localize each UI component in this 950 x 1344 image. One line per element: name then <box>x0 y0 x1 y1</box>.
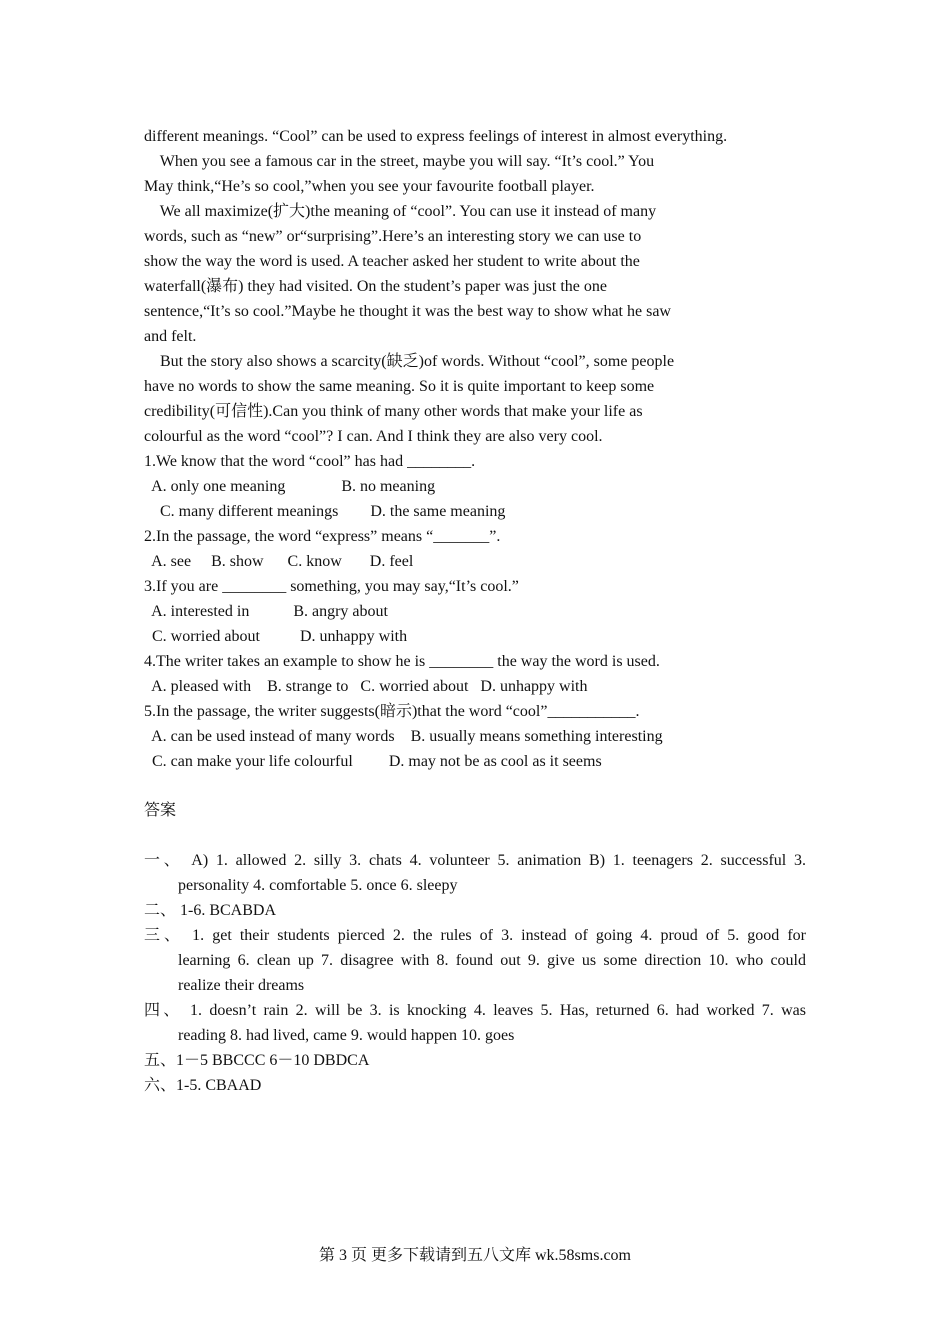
question-2-stem: 2.In the passage, the word “express” means “_______”. <box>144 528 501 545</box>
answer-item: 四、 1. doesn’t rain 2. will be 3. is knocking 4. leaves 5. Has, returned 6. had worked 7. was <box>144 1002 806 1019</box>
answer-item: 五、1－5 BBCCC 6－10 DBDCA <box>144 1052 370 1069</box>
passage-line: and felt. <box>144 328 197 345</box>
answer-item-continuation: realize their dreams <box>178 977 305 994</box>
passage-line: When you see a famous car in the street, maybe you will say. “It’s cool.” You <box>144 153 655 170</box>
answer-heading: 答案 <box>144 802 177 819</box>
question-4-stem: 4.The writer takes an example to show he is ________ the way the word is used. <box>144 653 660 670</box>
question-1-options: C. many different meanings D. the same meaning <box>144 503 506 520</box>
question-2-options: A. see B. show C. know D. feel <box>144 553 414 570</box>
question-5-options: C. can make your life colourful D. may not be as cool as it seems <box>144 753 602 770</box>
question-3-options: C. worried about D. unhappy with <box>144 628 408 645</box>
answer-item-continuation: personality 4. comfortable 5. once 6. sleepy <box>178 877 458 894</box>
passage-line: waterfall(瀑布) they had visited. On the student’s paper was just the one <box>144 278 607 295</box>
answer-item: 六、1-5. CBAAD <box>144 1077 262 1094</box>
passage-line: different meanings. “Cool” can be used to express feelings of interest in almost everything. <box>144 128 728 145</box>
passage-line: But the story also shows a scarcity(缺乏)of words. Without “cool”, some people <box>144 353 675 370</box>
answer-item-continuation: learning 6. clean up 7. disagree with 8. found out 9. give us some direction 10. who could <box>178 952 806 969</box>
question-1-stem: 1.We know that the word “cool” has had ________. <box>144 453 476 470</box>
question-3-options: A. interested in B. angry about <box>144 603 388 620</box>
passage-line: We all maximize(扩大)the meaning of “cool”. You can use it instead of many <box>144 203 657 220</box>
question-1-options: A. only one meaning B. no meaning <box>144 478 436 495</box>
passage-line: credibility(可信性).Can you think of many other words that make your life as <box>144 403 643 420</box>
question-4-options: A. pleased with B. strange to C. worried about D. unhappy with <box>144 678 588 695</box>
answer-item: 三、 1. get their students pierced 2. the rules of 3. instead of going 4. proud of 5. good for <box>144 927 806 944</box>
answer-item-continuation: reading 8. had lived, came 9. would happen 10. goes <box>178 1027 515 1044</box>
passage-line: May think,“He’s so cool,”when you see your favourite football player. <box>144 178 595 195</box>
passage-line: words, such as “new” or“surprising”.Here’s an interesting story we can use to <box>144 228 642 245</box>
question-5-options: A. can be used instead of many words B. usually means something interesting <box>144 728 663 745</box>
question-3-stem: 3.If you are ________ something, you may say,“It’s cool.” <box>144 578 519 595</box>
passage-line: colourful as the word “cool”? I can. And I think they are also very cool. <box>144 428 603 445</box>
question-5-stem: 5.In the passage, the writer suggests(暗示)that the word “cool”___________. <box>144 703 640 720</box>
answer-item: 二、 1-6. BCABDA <box>144 902 277 919</box>
answer-item: 一、 A) 1. allowed 2. silly 3. chats 4. volunteer 5. animation B) 1. teenagers 2. successful 3. <box>144 852 806 869</box>
passage-line: show the way the word is used. A teacher asked her student to write about the <box>144 253 640 270</box>
page-footer: 第 3 页 更多下载请到五八文库 wk.58sms.com <box>318 1247 631 1264</box>
passage-line: have no words to show the same meaning. So it is quite important to keep some <box>144 378 655 395</box>
passage-line: sentence,“It’s so cool.”Maybe he thought it was the best way to show what he saw <box>144 303 671 320</box>
